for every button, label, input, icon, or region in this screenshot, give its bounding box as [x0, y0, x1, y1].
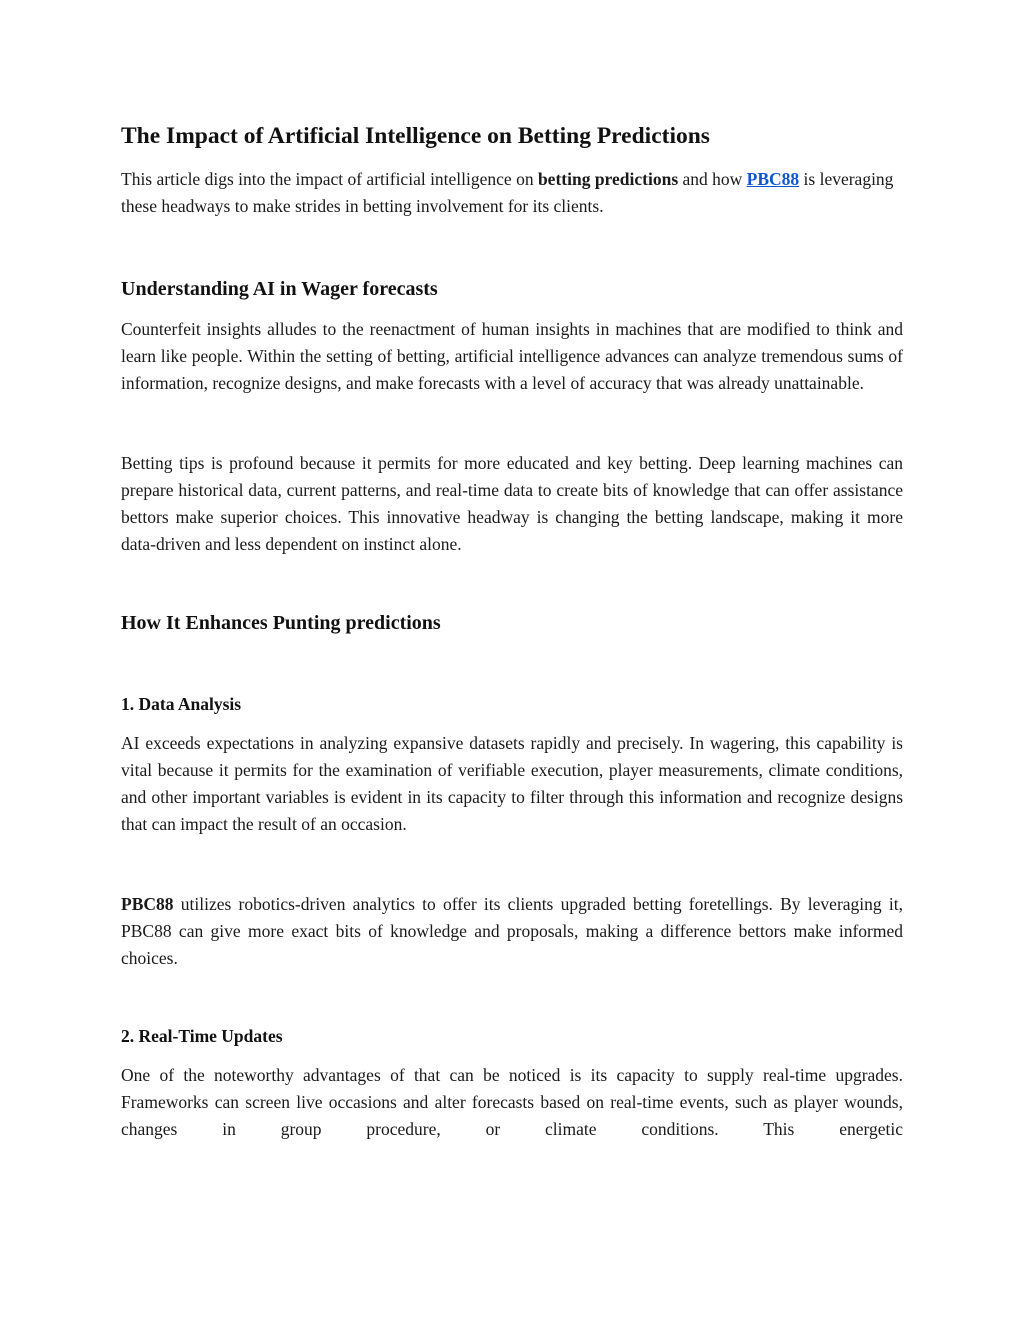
document-page [121, 120, 903, 1143]
intro-paragraph [121, 166, 903, 220]
article-title: The Impact of Artificial Intelligence on Betting Predictions [121, 123, 710, 149]
subheading-data-analysis: 1. Data Analysis [121, 694, 242, 714]
subheading-real-time-updates: 2. Real-Time Updates [121, 1026, 283, 1046]
data-analysis-paragraph-2-text: utilizes robotics-driven analytics to offer its clients upgraded betting foretellings. By leveraging it, PBC88 can give more exact bits of knowledge and proposals, making a difference bettors make informed choices. [121, 894, 903, 968]
intro-text-3: is leveraging these headways to make strides in betting involvement for its clients. [121, 169, 894, 216]
pbc88-bold: PBC88 [121, 894, 174, 914]
pbc88-link[interactable]: PBC88 [746, 169, 800, 189]
section-heading-understanding-ai: Understanding AI in Wager forecasts [121, 278, 438, 300]
intro-bold-phrase: betting predictions [537, 169, 679, 189]
intro-text-2: and how [678, 169, 747, 189]
real-time-paragraph-1: One of the noteworthy advantages of that can be noticed is its capacity to supply real-time upgrades. Frameworks can screen live occasions and alter forecasts based on real-time events, such as player wounds, changes in group procedure, or climate conditions. This energetic [121, 1065, 903, 1139]
intro-text-1: This article digs into the impact of artificial intelligence on [121, 169, 538, 189]
section1-paragraph-2: Betting tips is profound because it permits for more educated and key betting. Deep learning machines can prepare historical data, current patterns, and real-time data to create bits of knowledge that can offer assistance bettors make superior choices. This innovative headway is changing the betting landscape, making it more data-driven and less dependent on instinct alone. [121, 453, 903, 554]
section-heading-enhances: How It Enhances Punting predictions [121, 612, 441, 634]
data-analysis-paragraph-2 [121, 891, 903, 972]
data-analysis-paragraph-1: AI exceeds expectations in analyzing expansive datasets rapidly and precisely. In wagering, this capability is vital because it permits for the examination of verifiable execution, player measurements, climate conditions, and other important variables is evident in its capacity to filter through this information and recognize designs that can impact the result of an occasion. [121, 733, 903, 834]
section1-paragraph-1: Counterfeit insights alludes to the reenactment of human insights in machines that are modified to think and learn like people. Within the setting of betting, artificial intelligence advances can analyze tremendous sums of information, recognize designs, and make forecasts with a level of accuracy that was already unattainable. [121, 319, 903, 393]
